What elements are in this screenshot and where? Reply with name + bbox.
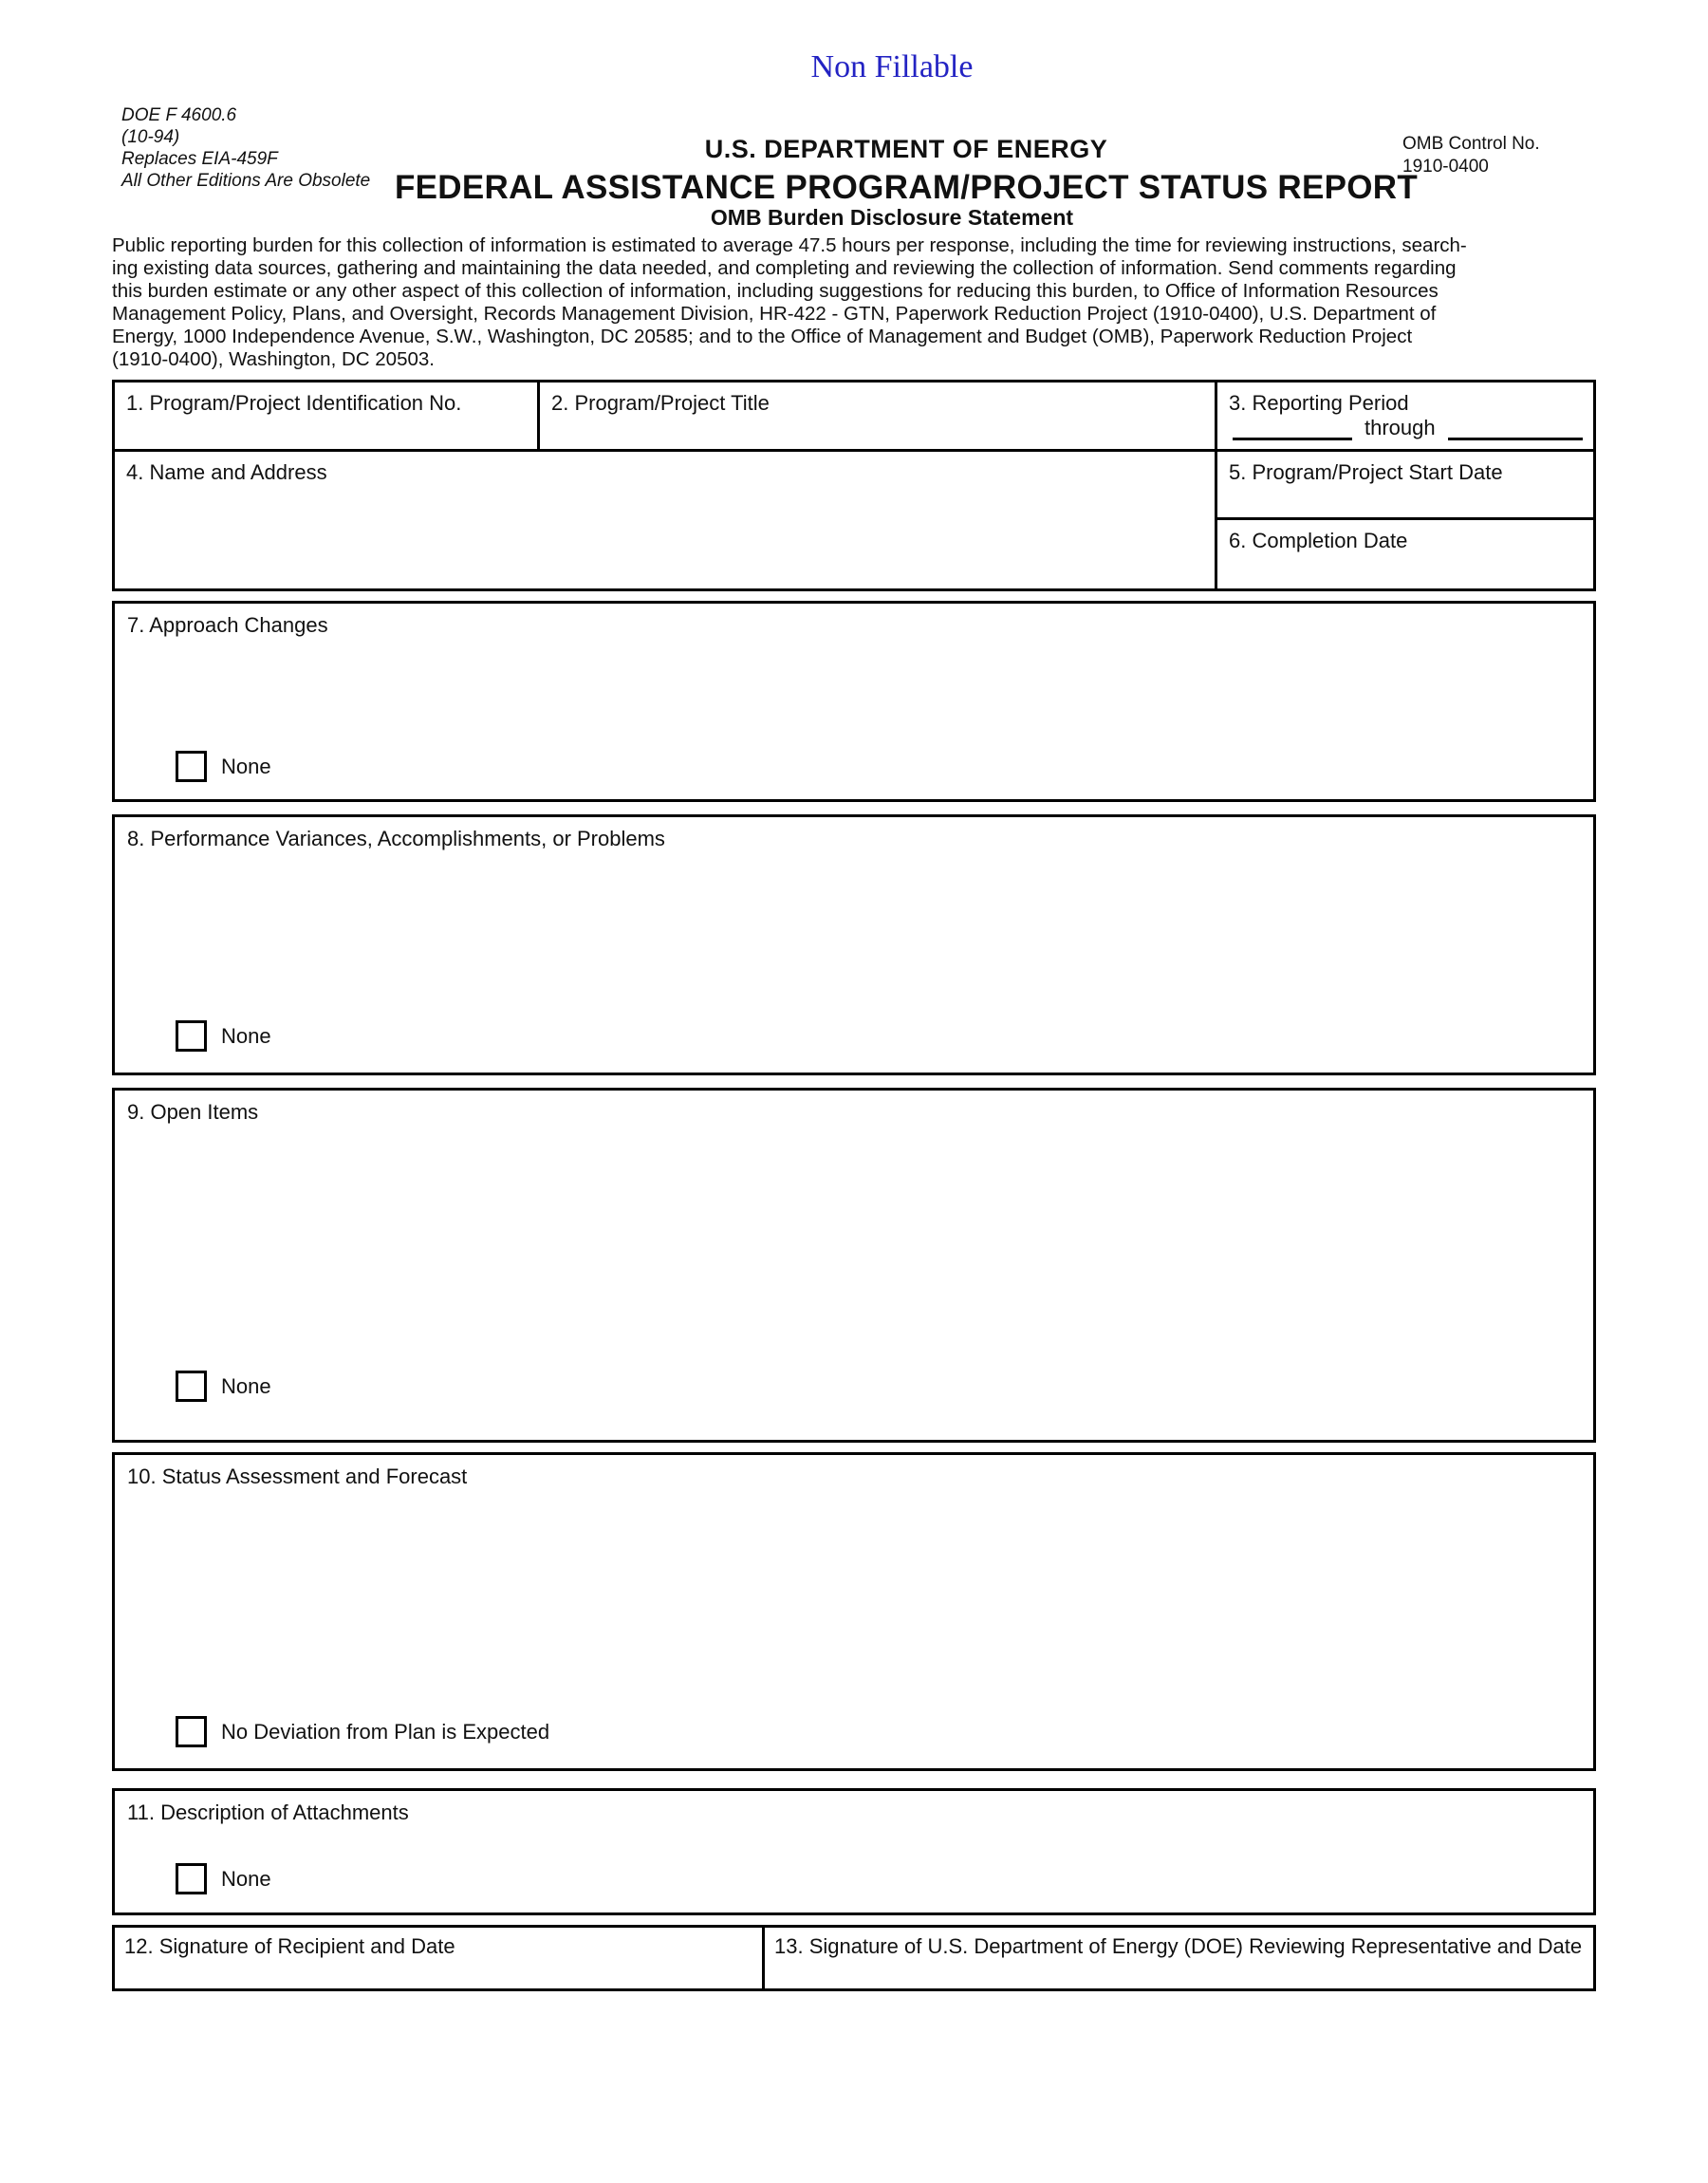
disclosure-line: Public reporting burden for this collection of information is estimated to average 47.5 hours per response, including the time for reviewing instructions, search-	[112, 234, 1467, 256]
field-4-label: 4. Name and Address	[126, 460, 327, 484]
section-8-label: 8. Performance Variances, Accomplishments, or Problems	[127, 827, 665, 850]
field-1-label: 1. Program/Project Identification No.	[126, 391, 462, 415]
omb-control-label: OMB Control No.	[1402, 134, 1540, 154]
section-10-no-deviation-checkbox[interactable]	[176, 1716, 207, 1747]
section-11-none-row	[176, 1863, 271, 1894]
section-8-performance-variances	[112, 814, 1596, 1075]
field-3-label: 3. Reporting Period	[1229, 391, 1409, 415]
form-edition: (10-94)	[121, 127, 180, 147]
field-2-program-title-cell[interactable]	[537, 382, 1215, 449]
section-10-status-assessment	[112, 1452, 1596, 1771]
field-12-recipient-signature-cell[interactable]	[115, 1928, 762, 1988]
field-3-reporting-period-cell[interactable]	[1215, 382, 1593, 449]
section-11-label: 11. Description of Attachments	[127, 1801, 409, 1824]
department-title: U.S. DEPARTMENT OF ENERGY	[704, 135, 1108, 163]
section-9-entry-area[interactable]	[119, 1130, 1589, 1436]
section-9-none-label: None	[221, 1373, 271, 1398]
field-2-label: 2. Program/Project Title	[551, 391, 770, 415]
reporting-period-to-blank[interactable]	[1448, 413, 1583, 440]
section-11-attachments	[112, 1788, 1596, 1915]
omb-control-block	[1402, 133, 1540, 178]
section-9-none-row	[176, 1371, 271, 1402]
field-1-program-id-cell[interactable]	[115, 382, 537, 449]
field-6-label: 6. Completion Date	[1229, 529, 1408, 552]
section-7-entry-area[interactable]	[119, 644, 1589, 795]
section-7-none-row	[176, 751, 271, 782]
disclosure-line: ing existing data sources, gathering and maintaining the data needed, and completing and reviewing the collection of information. Send comments regarding	[112, 257, 1457, 279]
section-7-label: 7. Approach Changes	[127, 613, 328, 637]
section-9-none-checkbox[interactable]	[176, 1371, 207, 1402]
reporting-period-range	[1233, 413, 1583, 440]
section-10-no-deviation-row	[176, 1716, 549, 1747]
section-8-entry-area[interactable]	[119, 857, 1589, 1069]
section-8-none-row	[176, 1020, 271, 1052]
section-11-entry-area[interactable]	[119, 1831, 1589, 1909]
non-fillable-banner: Non Fillable	[810, 49, 974, 84]
section-8-none-checkbox[interactable]	[176, 1020, 207, 1052]
field-5-label: 5. Program/Project Start Date	[1229, 460, 1503, 484]
disclosure-line: Energy, 1000 Independence Avenue, S.W., Washington, DC 20585; and to the Office of Management and Budget (OMB), Paperwork Reduction Project	[112, 326, 1413, 347]
disclosure-line: (1910-0400), Washington, DC 20503.	[112, 348, 435, 370]
section-7-approach-changes	[112, 601, 1596, 802]
form-obsolete-note: All Other Editions Are Obsolete	[121, 171, 371, 191]
signature-row	[112, 1925, 1596, 1991]
disclosure-heading: OMB Burden Disclosure Statement	[710, 205, 1074, 230]
form-title: FEDERAL ASSISTANCE PROGRAM/PROJECT STATUS REPORT	[394, 169, 1419, 206]
field-13-doe-signature-cell[interactable]	[762, 1928, 1593, 1988]
omb-control-number: 1910-0400	[1402, 157, 1489, 177]
section-9-label: 9. Open Items	[127, 1100, 259, 1124]
section-11-none-label: None	[221, 1866, 271, 1891]
section-8-none-label: None	[221, 1023, 271, 1048]
field-4-name-address-cell[interactable]	[115, 449, 1215, 588]
disclosure-line: this burden estimate or any other aspect of this collection of information, including suggestions for reducing this burden, to Office of Information Resources	[112, 280, 1439, 302]
reporting-period-from-blank[interactable]	[1233, 413, 1352, 440]
form-replaces: Replaces EIA-459F	[121, 149, 278, 169]
through-label: through	[1365, 416, 1436, 439]
section-7-none-checkbox[interactable]	[176, 751, 207, 782]
disclosure-paragraph	[112, 234, 1596, 371]
form-number: DOE F 4600.6	[121, 105, 237, 125]
field-13-label: 13. Signature of U.S. Department of Energy (DOE) Reviewing Representative and Date	[774, 1934, 1583, 1958]
field-12-label: 12. Signature of Recipient and Date	[124, 1934, 455, 1958]
disclosure-line: Management Policy, Plans, and Oversight, Records Management Division, HR-422 - GTN, Paperwork Reduction Project (1910-0400), U.S. Department of	[112, 303, 1437, 325]
identification-table	[112, 380, 1596, 591]
field-6-completion-date-cell[interactable]	[1215, 517, 1593, 588]
section-11-none-checkbox[interactable]	[176, 1863, 207, 1894]
section-7-none-label: None	[221, 754, 271, 778]
section-10-label: 10. Status Assessment and Forecast	[127, 1465, 468, 1488]
section-10-no-deviation-label: No Deviation from Plan is Expected	[221, 1719, 550, 1744]
field-5-start-date-cell[interactable]	[1215, 449, 1593, 517]
section-9-open-items	[112, 1088, 1596, 1443]
